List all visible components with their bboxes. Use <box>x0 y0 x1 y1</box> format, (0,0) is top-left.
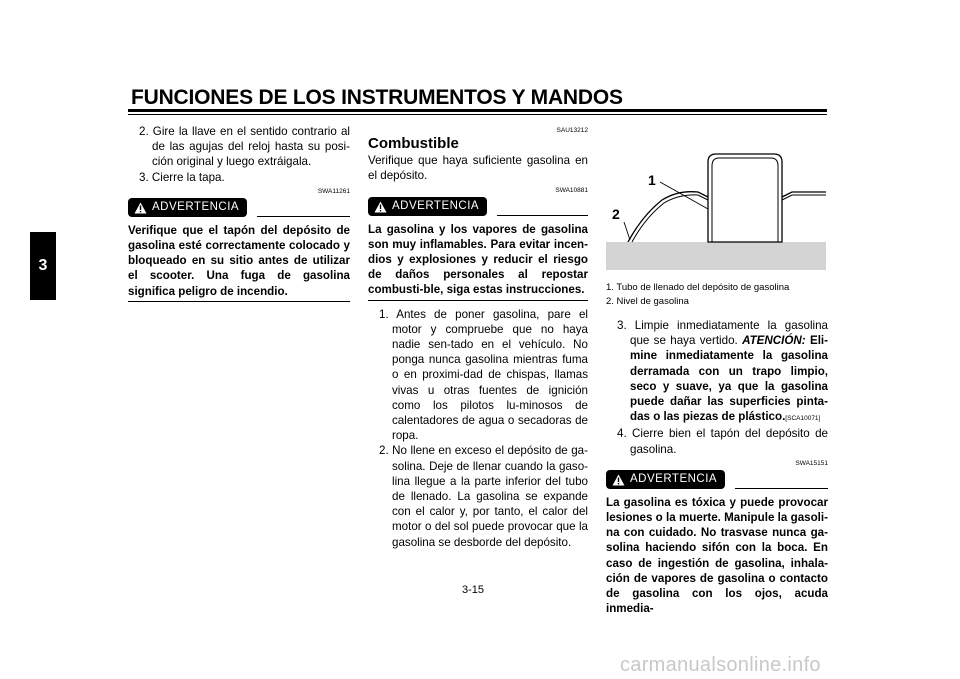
warning-header <box>128 197 350 219</box>
warning-rule <box>497 215 588 216</box>
fuel-tank-illustration <box>606 142 826 270</box>
warning-header <box>606 469 828 491</box>
warning-bottom-rule <box>128 301 350 302</box>
fuel-tank-figure <box>606 142 826 270</box>
warning-header <box>368 196 588 218</box>
warning-text: Verifique que el tapón del depósito de gasolina esté correctamente colocado y bloqueado en su sitio antes de utilizar el scooter. Una fuga de gasolina significa peligro de incendio. <box>128 223 350 298</box>
warning-text: La gasolina es tóxica y puede provocar lesiones o la muerte. Manipule la gasoli-na con cuidado. No trasvase nunca ga-solina haciendo sifón con la boca. En caso de ingestión de gasolina, inhala-ción de vapores de gasolina o contacto de gasolina con los ojos, acuda inmedia- <box>606 495 828 616</box>
figure-label-1: 1 <box>648 172 656 188</box>
warning-code: SWA11261 <box>317 187 350 195</box>
warning-label: ADVERTENCIA <box>152 201 240 214</box>
header-rule <box>128 109 827 112</box>
header-rule-thin <box>128 114 827 115</box>
warning-code: SWA15151 <box>795 459 828 467</box>
warning-triangle-icon <box>134 202 147 214</box>
left-column <box>128 124 350 302</box>
caption-2: 2. Nivel de gasolina <box>606 296 689 307</box>
watermark: carmanualsonline.info <box>620 654 821 676</box>
warning-badge <box>606 470 725 489</box>
warning-label: ADVERTENCIA <box>392 200 480 212</box>
step-2-text: 2. Gire la llave en el sentido contrario al de las agujas del reloj hasta su posi-ción original y luego extráigala. <box>139 125 350 169</box>
warning-badge <box>128 198 247 217</box>
step-2-text: 2. No llene en exceso el depósito de ga-solina. Deje de llenar cuando la gaso-lina llegue a la parte inferior del tubo de llenado. La gasolina se expande con el calor y, por tanto, el calor del motor o del sol puede provocar que la gasolina se desborde del depósito. <box>379 444 588 549</box>
warning-rule <box>257 216 350 217</box>
step-3-bold: Eli-mine inmediatamente la gasolina derramada con un trapo limpio, seco y suave, ya que la gasolina puede dañar las superficies pinta-das o las piezas de plástico. <box>630 334 828 424</box>
section-title: Combustible <box>368 135 459 152</box>
warning-label: ADVERTENCIA <box>630 473 718 486</box>
warning-text: La gasolina y los vapores de gasolina son muy inflamables. Para evitar incen-dios y explosiones y reducir el riesgo de daños personales al repostar combusti-ble, siga estas instrucciones. <box>368 222 588 297</box>
section-code: SAU13212 <box>556 127 588 134</box>
warning-triangle-icon <box>612 474 625 486</box>
caption-1: 1. Tubo de llenado del depósito de gasolina <box>606 282 790 293</box>
page-title: FUNCIONES DE LOS INSTRUMENTOS Y MANDOS <box>131 86 623 109</box>
figure-label-2: 2 <box>612 206 620 222</box>
warning-badge <box>368 197 487 216</box>
intro-text: Verifique que haya suficiente gasolina en el depósito. <box>368 154 588 183</box>
warning-triangle-icon <box>374 201 387 213</box>
middle-column <box>368 124 588 550</box>
step-3-normal: 3. Limpie inmediatamente la gasolina que se haya vertido. <box>617 319 828 348</box>
warning-rule <box>735 488 828 489</box>
warning-code: SWA10881 <box>555 186 588 194</box>
page-number: 3-15 <box>462 584 485 596</box>
step-3-text: 3. Cierre la tapa. <box>139 170 225 184</box>
step-4-text: 4. Cierre bien el tapón del depósito de gasolina. <box>617 427 828 456</box>
right-column <box>606 281 828 616</box>
chapter-tab: 3 <box>30 232 56 300</box>
step-1-text: 1. Antes de poner gasolina, pare el motor y compruebe que no haya nadie sen-tado en el vehículo. No ponga nunca gasolina mientras fuma o en proximi-dad de chispas, llamas vivas u otras fuentes de ignición como los pilotos lu-minosos de calentadores de agua o secadoras de ropa. <box>379 307 588 443</box>
step-3-text <box>606 318 828 426</box>
step-3-code: [SCA10071] <box>785 415 821 423</box>
attention-label: ATENCIÓN: <box>742 334 806 348</box>
